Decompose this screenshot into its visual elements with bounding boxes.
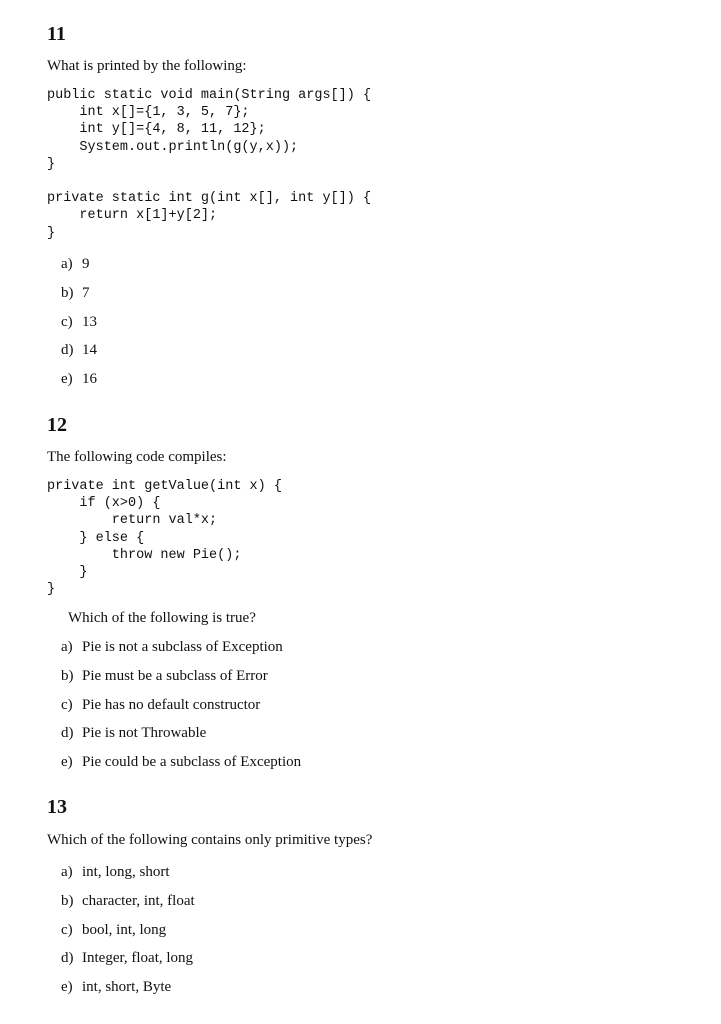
option-letter: d) bbox=[61, 725, 74, 742]
question-13-option-a[interactable] bbox=[61, 865, 195, 894]
question-11-option-e[interactable] bbox=[61, 372, 97, 401]
option-letter: c) bbox=[61, 696, 73, 713]
option-letter: a) bbox=[61, 639, 73, 655]
option-text: Integer, float, long bbox=[82, 950, 194, 967]
option-text: 7 bbox=[82, 284, 90, 301]
question-13-option-b[interactable] bbox=[61, 894, 195, 923]
option-text: 13 bbox=[82, 313, 97, 330]
option-text: 9 bbox=[82, 256, 90, 272]
question-12-option-e[interactable] bbox=[61, 755, 301, 784]
question-13-option-e[interactable] bbox=[61, 980, 195, 1009]
option-letter: b) bbox=[61, 667, 74, 684]
option-text: Pie could be a subclass of Exception bbox=[82, 754, 302, 771]
option-letter: d) bbox=[61, 342, 74, 359]
option-text: 16 bbox=[82, 371, 97, 388]
option-text: bool, int, long bbox=[82, 921, 167, 938]
question-13-options bbox=[61, 865, 195, 1009]
option-text: Pie must be a subclass of Error bbox=[82, 667, 268, 684]
question-12-options bbox=[61, 640, 301, 784]
option-text: int, short, Byte bbox=[82, 979, 172, 996]
question-12-code: private int getValue(int x) { if (x>0) { return val*x; } else { throw new Pie(); } } bbox=[47, 479, 282, 598]
option-text: Pie is not Throwable bbox=[82, 725, 207, 742]
question-13-option-c[interactable] bbox=[61, 923, 195, 952]
question-13-prompt: Which of the following contains only primitive types? bbox=[47, 832, 373, 848]
option-letter: c) bbox=[61, 313, 73, 330]
question-11-option-c[interactable] bbox=[61, 315, 97, 344]
question-12-option-d[interactable] bbox=[61, 726, 301, 755]
option-letter: e) bbox=[61, 371, 73, 388]
question-13-option-d[interactable] bbox=[61, 951, 195, 980]
question-12-number: 12 bbox=[47, 414, 67, 436]
question-11-prompt: What is printed by the following: bbox=[47, 58, 247, 74]
option-letter: e) bbox=[61, 754, 73, 771]
option-text: Pie has no default constructor bbox=[82, 696, 261, 713]
question-12-question: Which of the following is true? bbox=[68, 610, 256, 626]
question-11-options bbox=[61, 257, 97, 401]
option-letter: d) bbox=[61, 950, 74, 967]
option-letter: a) bbox=[61, 864, 73, 880]
option-letter: a) bbox=[61, 256, 73, 272]
option-text: int, long, short bbox=[82, 864, 170, 880]
option-letter: c) bbox=[61, 921, 73, 938]
option-letter: b) bbox=[61, 284, 74, 301]
question-12-option-a[interactable] bbox=[61, 640, 301, 669]
question-11-code: public static void main(String args[]) { int x[]={1, 3, 5, 7}; int y[]={4, 8, 11, 12}; System.out.println(g(y,x)); } private static int g(int x[], int y[]) { return x[1]+y[2]; } bbox=[47, 88, 372, 241]
question-11-number: 11 bbox=[47, 23, 66, 45]
option-text: Pie is not a subclass of Exception bbox=[82, 639, 283, 655]
option-text: character, int, float bbox=[82, 892, 195, 909]
option-letter: b) bbox=[61, 892, 74, 909]
question-12-option-c[interactable] bbox=[61, 698, 301, 727]
option-text: 14 bbox=[82, 342, 97, 359]
question-13-number: 13 bbox=[47, 796, 67, 818]
question-12-option-b[interactable] bbox=[61, 669, 301, 698]
question-12-prompt: The following code compiles: bbox=[47, 449, 227, 465]
question-11-option-b[interactable] bbox=[61, 286, 97, 315]
option-letter: e) bbox=[61, 979, 73, 996]
question-11-option-d[interactable] bbox=[61, 343, 97, 372]
question-11-option-a[interactable] bbox=[61, 257, 97, 286]
